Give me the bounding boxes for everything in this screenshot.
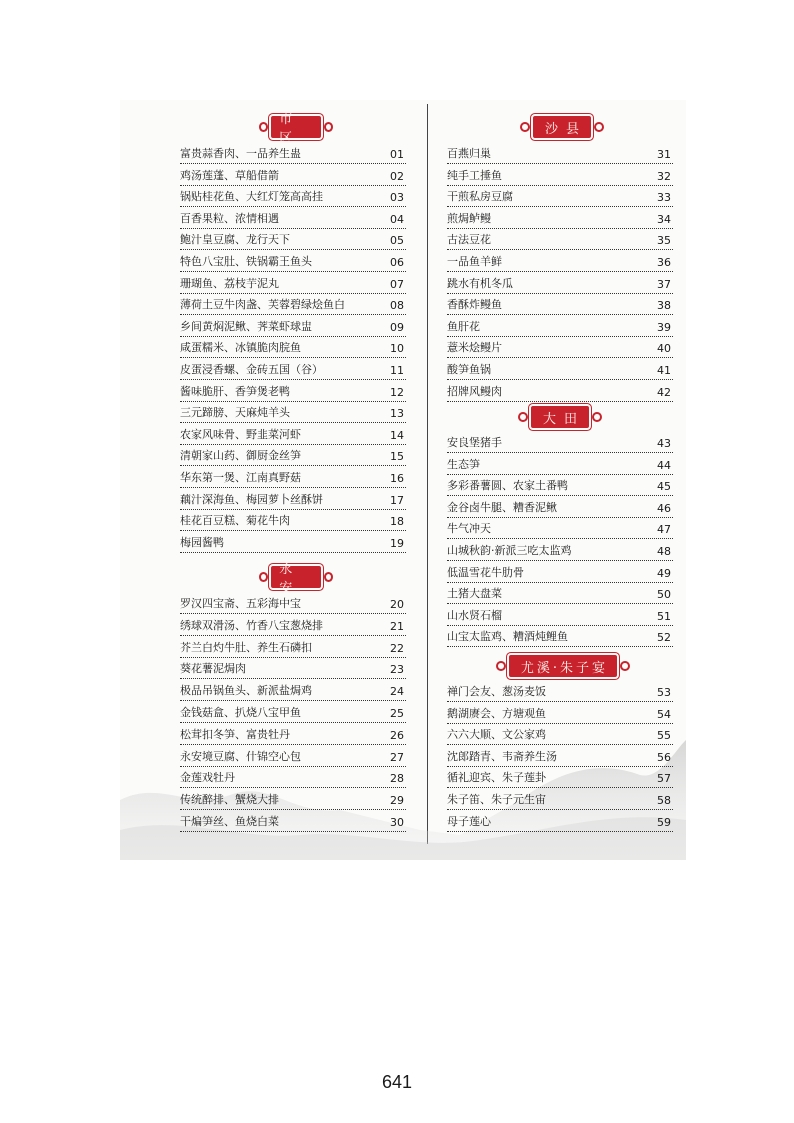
dish-name: 朱子笛、朱子元生宙 [447,793,546,806]
list-item [180,164,406,186]
dish-page-number: 06 [390,256,404,269]
dish-name: 古法豆花 [447,233,491,247]
dish-page-number: 51 [657,609,671,623]
dish-name: 极品吊锅鱼头、新派盐焗鸡 [180,684,312,698]
dish-name: 酱味脆肝、香笋煲老鸭 [180,384,290,398]
dish-page-number: 17 [390,493,404,507]
list-item [447,250,673,272]
dish-page-number: 03 [390,191,404,205]
list-item [180,592,406,614]
dish-name: 永安境豆腐、什锦空心包 [180,749,301,763]
list-item [180,444,406,466]
dish-page-number: 14 [390,428,404,442]
list-item [180,228,406,250]
list-item [180,466,406,488]
list-item [447,745,673,767]
ornament-icon [594,122,604,132]
list-item [447,142,673,164]
dish-page-number: 10 [390,342,404,356]
dish-page-number: 33 [657,191,671,205]
dish-page-number: 12 [390,385,404,399]
list-item [447,680,673,702]
list-item [180,636,406,658]
dish-name: 山水贤石榴 [447,608,502,622]
page-number: 641 [381,1072,413,1092]
dish-name: 绣球双滑汤、竹香八宝葱烧排 [180,618,323,632]
list-item [180,723,406,745]
section-title: 大田 [542,411,585,427]
dish-page-number: 27 [390,750,404,764]
list-item [447,702,673,724]
list-item [447,380,673,402]
dish-name: 百香果粒、浓情相遇 [180,211,279,225]
list-item [180,657,406,679]
list-item [180,315,406,337]
dish-page-number: 54 [657,707,671,721]
list-item [447,810,673,832]
dish-page-number: 42 [657,385,671,399]
dish-name: 煎焗鲈鳗 [447,211,491,225]
list-item [180,272,406,294]
dish-name: 鸡汤莲蓬、草船借箭 [180,168,279,182]
dish-name: 芥兰白灼牛肚、养生石磷扣 [180,640,312,654]
list-item [447,293,673,315]
dish-page-number: 55 [657,729,671,743]
list-item [180,185,406,207]
dish-page-number: 34 [657,212,671,226]
dish-page-number: 31 [657,148,671,161]
list-item [180,509,406,531]
dish-page-number: 26 [390,728,404,742]
dish-page-number: 15 [390,450,404,464]
dish-name: 桂花百豆糕、菊花牛肉 [180,514,290,528]
dish-page-number: 19 [390,536,404,550]
dish-page-number: 48 [657,545,671,558]
dish-name: 特色八宝肚、铁锅霸王鱼头 [180,255,312,268]
dish-page-number: 40 [657,342,671,356]
ornament-icon [259,122,268,132]
dish-name: 跳水有机冬瓜 [447,276,513,290]
dish-name: 珊瑚鱼、荔枝芋泥丸 [180,276,279,290]
list-item [180,358,406,380]
list-item [180,380,406,402]
dish-page-number: 49 [657,566,671,580]
list-item [447,358,673,380]
list-item [447,625,673,647]
list-item [447,766,673,788]
dish-page-number: 32 [657,169,671,183]
list-item [180,293,406,315]
list-item [180,250,406,272]
dish-page-number: 56 [657,750,671,764]
dish-page-number: 36 [657,256,671,269]
dish-name: 禅门会友、葱汤麦饭 [447,685,546,698]
ornament-icon [324,572,333,582]
dish-page-number: 09 [390,320,404,334]
dish-name: 罗汉四宝斋、五彩海中宝 [180,597,301,610]
dish-page-number: 11 [390,364,404,377]
dish-name: 鹅湖赓会、方塘观鱼 [447,706,546,720]
section-header-yongan [256,562,336,596]
dish-name: 金莲戏牡丹 [180,771,235,785]
list-item [447,185,673,207]
dish-page-number: 45 [657,480,671,494]
list-item [180,336,406,358]
dish-page-number: 01 [390,148,404,161]
list-item [180,614,406,636]
dish-name: 咸蛋糯米、冰镇脆肉脘鱼 [180,341,301,355]
dish-name: 一品鱼羊鲜 [447,255,502,268]
dish-page-number: 52 [657,631,671,645]
ornament-icon [518,412,528,422]
dish-name: 乡间黄焖泥鳅、荠菜虾球盅 [180,319,312,333]
dish-name: 松茸扣冬笋、富贵牡丹 [180,727,290,741]
dish-page-number: 59 [657,815,671,829]
dish-page-number: 53 [657,686,671,699]
section-header-youxi [493,655,633,677]
dish-page-number: 20 [390,598,404,611]
dish-page-number: 57 [657,772,671,786]
dish-page-number: 58 [657,794,671,807]
section-title: 尤溪·朱子宴 [520,660,609,676]
dish-name: 金钱菇盒、扒烧八宝甲鱼 [180,706,301,719]
dish-name: 香酥炸鳗鱼 [447,298,502,312]
ornament-icon [324,122,333,132]
dish-name: 母子莲心 [447,814,491,828]
dish-name: 牛气冲天 [447,522,491,536]
ornament-icon [496,661,506,671]
section-title: 沙县 [544,121,587,137]
dish-name: 山宝太监鸡、糟酒炖鲤鱼 [447,630,568,644]
dish-page-number: 44 [657,458,671,472]
dish-name: 三元蹄膀、天麻炖羊头 [180,406,290,420]
list-item [180,401,406,423]
list-item [447,453,673,475]
section-banner [509,655,618,677]
section-banner [531,406,590,428]
dish-name: 鱼肝花 [447,319,480,333]
dish-page-number: 37 [657,277,671,291]
dish-page-number: 46 [657,501,671,515]
list-item [447,604,673,626]
dish-name: 干煎私房豆腐 [447,190,513,204]
dish-page-number: 25 [390,707,404,720]
center-fold-line [427,104,428,844]
list-item [447,164,673,186]
list-item [180,142,406,164]
list-item [447,431,673,453]
list-item [180,488,406,510]
dish-page-number: 18 [390,515,404,529]
dish-page-number: 16 [390,472,404,485]
section-banner [533,116,592,138]
list-item [447,207,673,229]
dish-page-number: 21 [390,619,404,633]
dish-name: 皮蛋浸香螺、金砖五国（谷） [180,363,323,376]
dish-name: 土猪大盘菜 [447,587,502,601]
dish-page-number: 23 [390,663,404,677]
list-item [447,517,673,539]
dish-page-number: 04 [390,212,404,226]
dish-name: 富贵蒜香肉、一品养生蛊 [180,147,301,160]
dish-name: 锅贴桂花鱼、大红灯笼高高挂 [180,190,323,204]
list-item [447,723,673,745]
ornament-icon [520,122,530,132]
list-item [180,679,406,701]
dish-name: 清朝家山药、御厨金丝笋 [180,449,301,463]
dish-page-number: 08 [390,299,404,313]
dish-page-number: 13 [390,407,404,421]
list-item [180,701,406,723]
dish-name: 循礼迎宾、朱子莲卦 [447,771,546,785]
list-item [180,810,406,832]
dish-page-number: 22 [390,641,404,655]
list-item [180,423,406,445]
dish-name: 百燕归巢 [447,147,491,160]
list-item [180,531,406,553]
dish-page-number: 02 [390,169,404,183]
dish-page-number: 43 [657,437,671,450]
dish-name: 酸笋鱼锅 [447,363,491,376]
dish-name: 低温雪花牛肋骨 [447,565,524,579]
list-item [447,315,673,337]
dish-page-number: 07 [390,277,404,291]
list-item [447,474,673,496]
list-item [180,207,406,229]
dish-page-number: 05 [390,234,404,248]
list-item [180,766,406,788]
dish-page-number: 38 [657,299,671,313]
section-title: 市区 [279,112,301,146]
dish-page-number: 41 [657,364,671,377]
dish-page-number: 47 [657,523,671,537]
dish-page-number: 35 [657,234,671,248]
dish-name: 招牌风鳗肉 [447,384,502,398]
section-header-shiqu [256,112,336,146]
list-item [447,228,673,250]
dish-name: 山城秋韵·新派三吃太监鸡 [447,544,572,557]
dish-page-number: 24 [390,685,404,699]
dish-name: 葵花薯泥焗肉 [180,662,246,676]
dish-name: 生态笋 [447,457,480,471]
dish-page-number: 29 [390,794,404,808]
dish-name: 六六大顺、文公家鸡 [447,728,546,742]
dish-page-number: 50 [657,588,671,602]
section-header-datian [515,406,605,428]
list-item [447,561,673,583]
dish-name: 农家风味骨、野韭菜河虾 [180,427,301,441]
list-item [447,582,673,604]
dish-name: 干煸笋丝、鱼烧白菜 [180,815,279,828]
dish-page-number: 30 [390,816,404,829]
ornament-icon [259,572,268,582]
list-item [447,788,673,810]
dish-name: 纯手工捶鱼 [447,168,502,182]
dish-name: 梅园酱鸭 [180,535,224,549]
dish-name: 传统醉排、蟹烧大排 [180,793,279,807]
list-item [447,272,673,294]
dish-name: 多彩番薯圆、农家土番鸭 [447,479,568,493]
dish-page-number: 39 [657,320,671,334]
list-item [180,745,406,767]
section-banner [271,112,320,146]
dish-name: 安良堡猪手 [447,436,502,449]
dish-name: 薏米烩鳗片 [447,341,502,355]
section-header-shaxian [517,116,607,138]
list-item [180,788,406,810]
section-banner [271,562,320,596]
list-item [447,539,673,561]
section-title: 永安 [279,562,301,596]
dish-name: 藕汁深海鱼、梅园萝卜丝酥饼 [180,492,323,506]
dish-name: 华东第一煲、江南真野菇 [180,471,301,484]
ornament-icon [620,661,630,671]
dish-page-number: 28 [390,772,404,786]
dish-name: 薄荷土豆牛肉盏、芙蓉碧绿烩鱼白 [180,298,345,312]
dish-name: 鲍汁皇豆腐、龙行天下 [180,233,290,247]
list-item [447,336,673,358]
list-item [447,496,673,518]
ornament-icon [592,412,602,422]
dish-name: 沈郎踏青、韦斋养生汤 [447,749,557,763]
dish-name: 金谷卤牛腿、糟香泥鳅 [447,500,557,514]
